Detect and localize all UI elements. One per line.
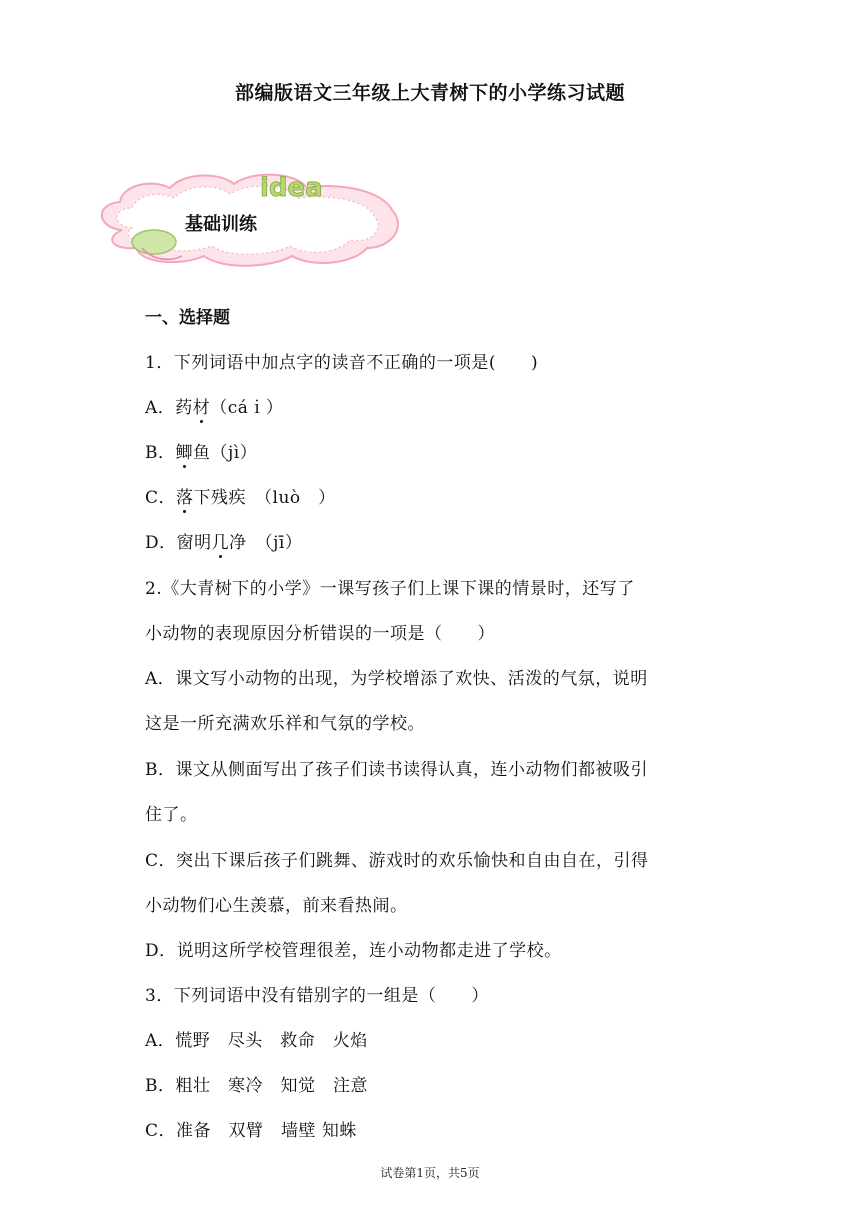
q3-option-a: A．慌野 尽头 救命 火焰 — [145, 1031, 368, 1051]
leaf-icon — [132, 230, 176, 254]
section-heading: 一、选择题 — [145, 308, 230, 328]
dotted-char: 落 — [176, 483, 194, 508]
q2-option-d: D．说明这所学校管理很差，连小动物都走进了学校。 — [145, 941, 562, 961]
q3-stem: 3．下列词语中没有错别字的一组是（ ） — [145, 986, 489, 1006]
page-footer: 试卷第1页，共5页 — [380, 1166, 480, 1180]
q2-option-b-line1: B．课文从侧面写出了孩子们读书读得认真，连小动物们都被吸引 — [145, 760, 648, 780]
q2-option-b-line2: 住了。 — [145, 805, 198, 825]
q1-option-a: A．药材（cáｉ） — [145, 393, 283, 418]
q3-option-b: B．粗壮 寒冷 知觉 注意 — [145, 1076, 368, 1096]
dotted-char: 几 — [212, 528, 230, 553]
section-badge-label: 基础训练 — [185, 214, 257, 235]
idea-decor-text: idea — [260, 173, 323, 203]
q2-option-c-line1: C．突出下课后孩子们跳舞、游戏时的欢乐愉快和自由自在，引得 — [145, 851, 649, 871]
q1-option-d: D．窗明几净 （jī） — [145, 528, 302, 553]
q2-stem-line1: 2.《大青树下的小学》一课写孩子们上课下课的情景时，还写了 — [145, 579, 635, 599]
q2-option-c-line2: 小动物们心生羡慕，前来看热闹。 — [145, 896, 408, 916]
q2-option-a-line2: 这是一所充满欢乐祥和气氛的学校。 — [145, 714, 425, 734]
q3-option-c: C．准备 双臂 墙壁 知蛛 — [145, 1121, 357, 1141]
q1-option-c: C．落下残疾 （luò ） — [145, 483, 336, 508]
page-title: 部编版语文三年级上大青树下的小学练习试题 — [234, 82, 625, 104]
q2-stem-line2: 小动物的表现原因分析错误的一项是（ ） — [145, 624, 495, 644]
q1-stem: 1．下列词语中加点字的读音不正确的一项是( ) — [145, 353, 539, 373]
q1-option-b: B．鲫鱼（jì） — [145, 438, 257, 463]
dotted-char: 鲫 — [176, 438, 194, 463]
q2-option-a-line1: A．课文写小动物的出现，为学校增添了欢快、活泼的气氛，说明 — [145, 669, 648, 689]
dotted-char: 材 — [193, 393, 211, 418]
